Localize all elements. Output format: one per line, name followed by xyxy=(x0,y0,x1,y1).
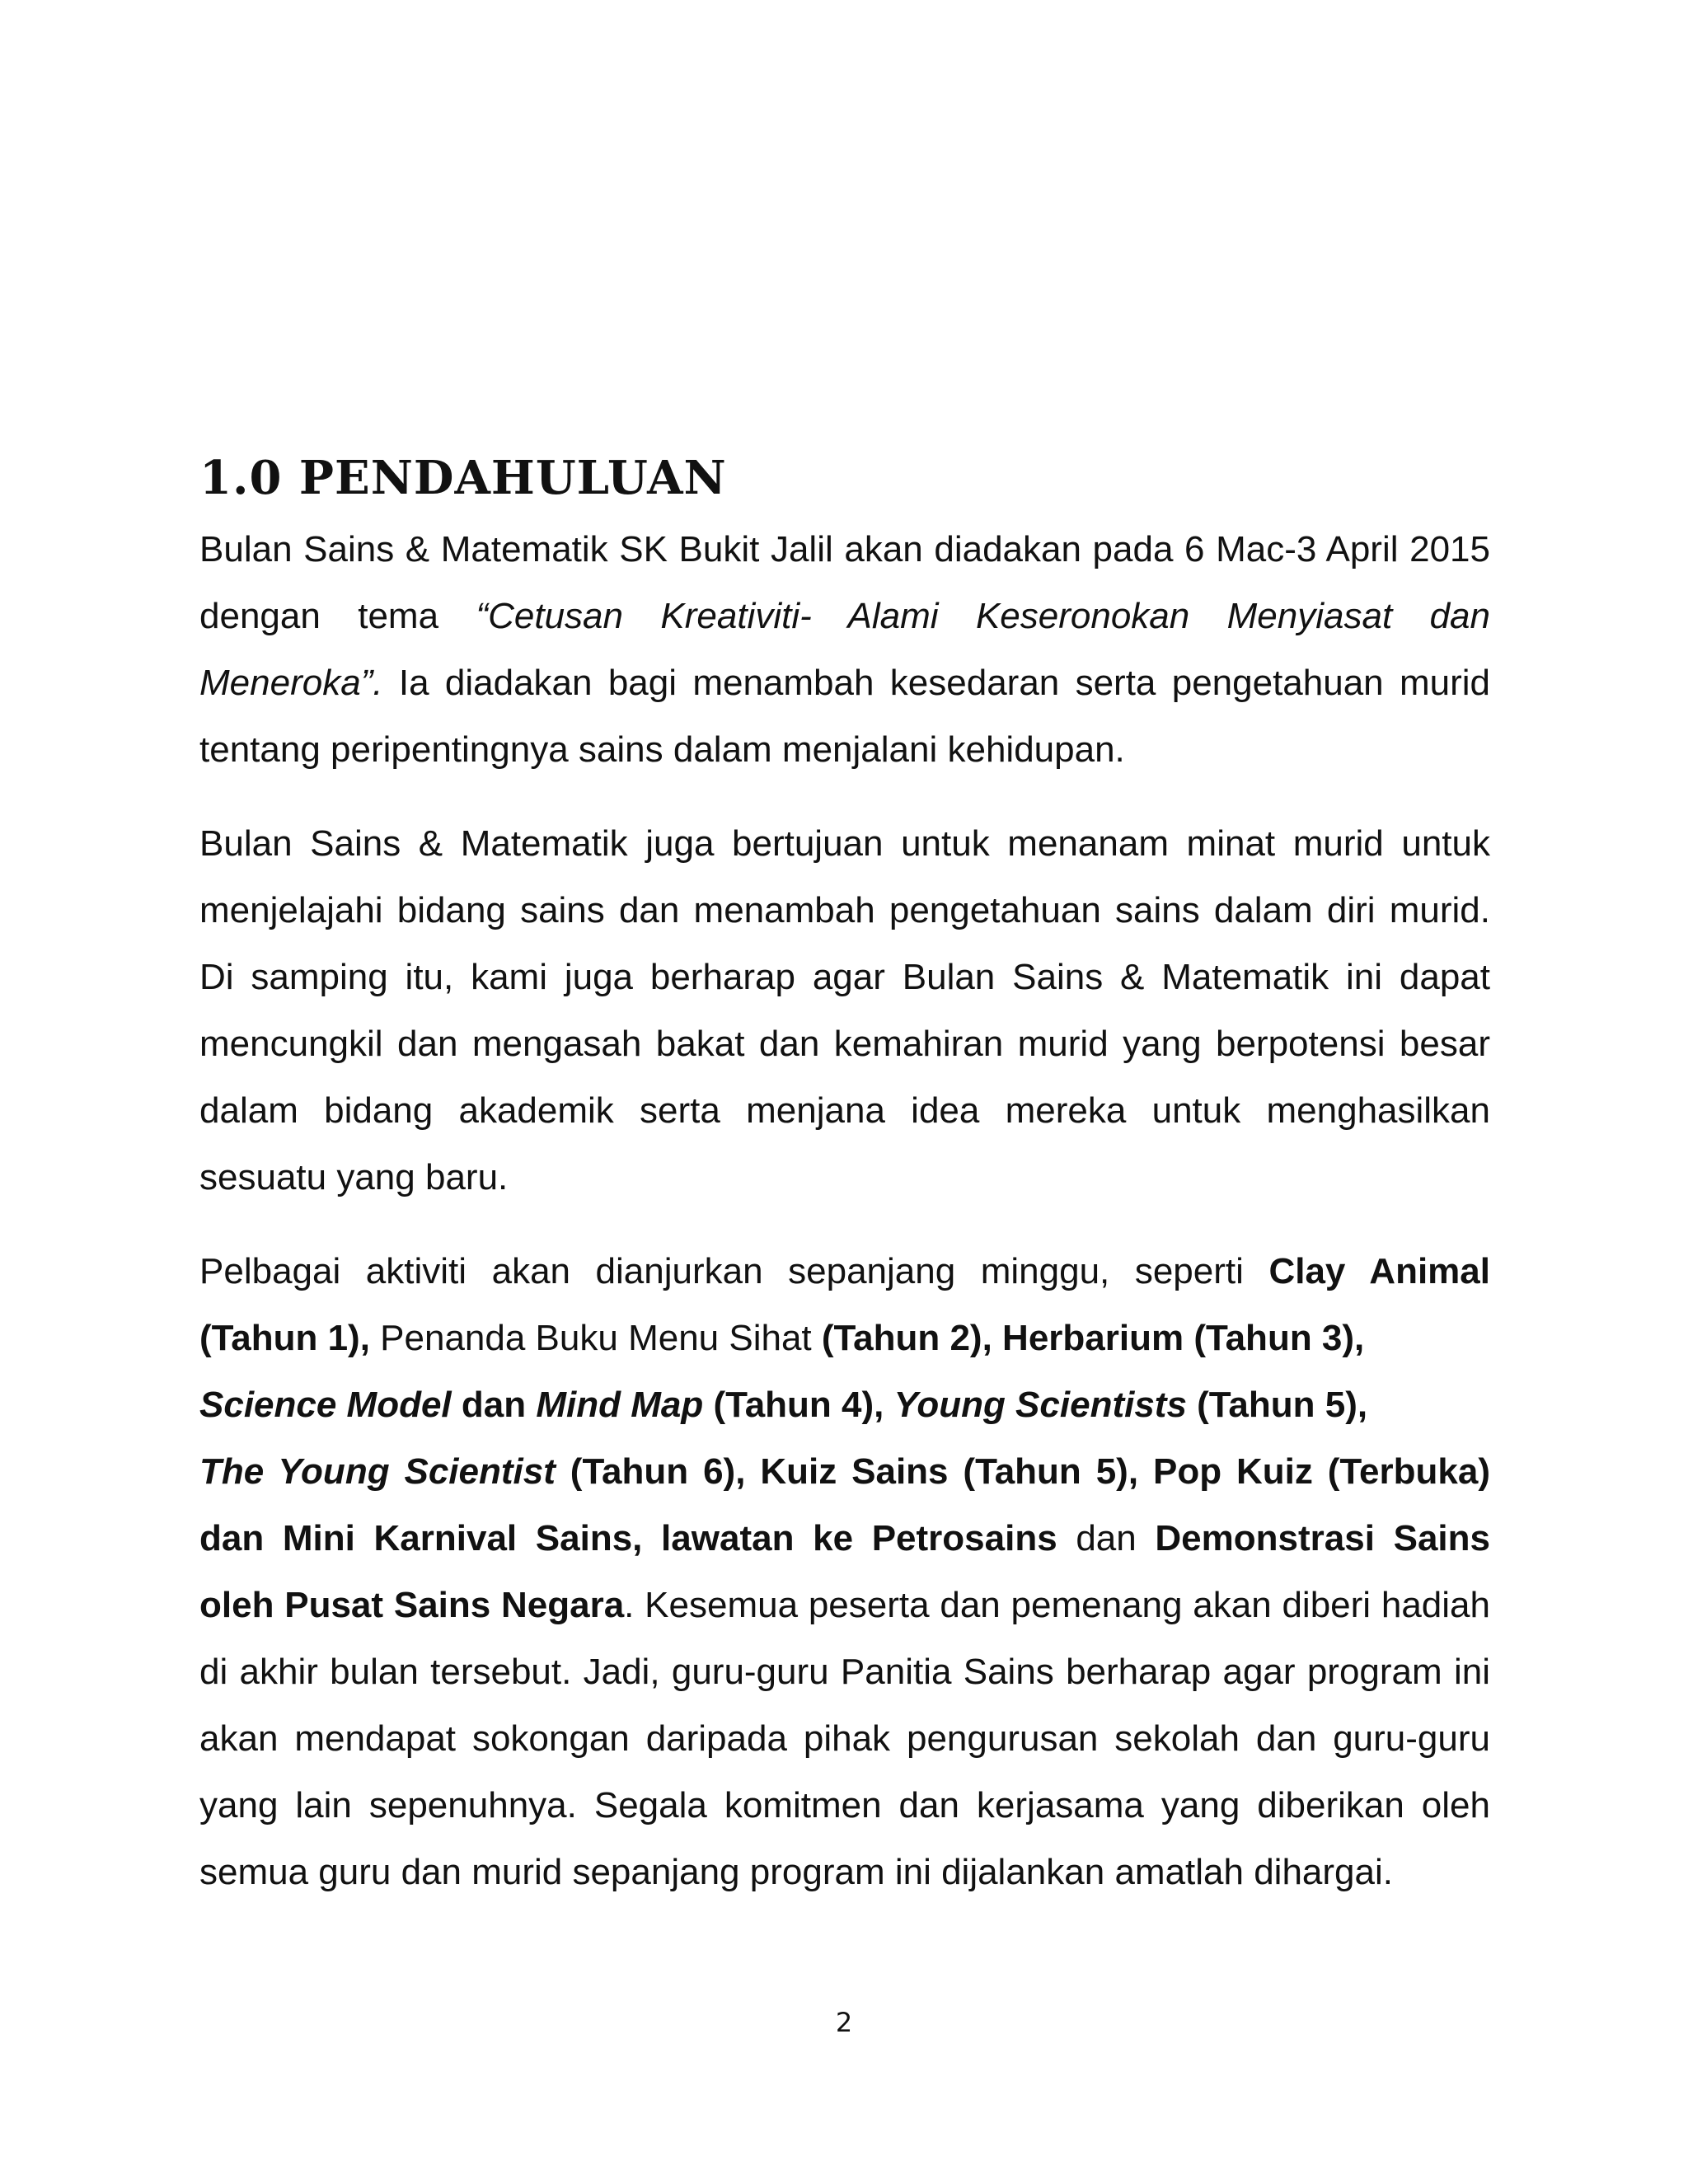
page-number: 2 xyxy=(835,2007,853,2038)
connector-dan: dan xyxy=(451,1385,537,1425)
activity-bookmark: Penanda Buku Menu Sihat xyxy=(369,1318,822,1358)
page-content xyxy=(199,445,1490,1905)
paragraph-activities xyxy=(199,1238,1490,1905)
intro-text: Bulan Sains & Matematik SK Bukit Jalil akan diadakan pada 6 Mac-3 April 2015 dengan tema xyxy=(199,529,1490,636)
activity-the-young-scientist: The Young Scientist xyxy=(199,1451,556,1492)
paragraph-introduction xyxy=(199,516,1490,783)
activity-year5-label: (Tahun 5), xyxy=(1186,1385,1368,1425)
activity-clay-animal: Clay Animal (Tahun 1), xyxy=(199,1251,1490,1358)
activities-intro: Pelbagai aktiviti akan dianjurkan sepanjang minggu, seperti xyxy=(199,1251,1269,1291)
intro-purpose-text: Ia diadakan bagi menambah kesedaran serta pengetahuan murid tentang peripentingnya sains dalam menjalani kehidupan. xyxy=(199,663,1490,770)
activity-year2-herbarium: (Tahun 2), Herbarium (Tahun 3), xyxy=(821,1318,1365,1358)
connector-dan-plain: dan xyxy=(1057,1518,1156,1558)
activities-closing-text: . Kesemua peserta dan pemenang akan diberi hadiah di akhir bulan tersebut. Jadi, guru-guru Panitia Sains berharap agar program ini akan mendapat sokongan daripada pihak pengurusan sekolah dan guru-guru yang lain sepenuhnya. Segala komitmen dan kerjasama yang diberikan oleh semua guru dan murid sepanjang program ini dijalankan amatlah dihargai. xyxy=(199,1585,1490,1892)
section-heading: 1.0 PENDAHULUAN xyxy=(199,451,727,505)
activity-demonstration: Demonstrasi Sains oleh Pusat Sains Negara xyxy=(199,1518,1490,1625)
event-theme: “Cetusan Kreativiti- Alami Keseronokan Menyiasat dan Meneroka”. xyxy=(199,596,1490,703)
activity-list-bold: (Tahun 6), Kuiz Sains (Tahun 5), Pop Kuiz (Terbuka) dan Mini Karnival Sains, lawatan ke Petrosains xyxy=(199,1451,1490,1558)
activity-science-model: Science Model xyxy=(199,1385,452,1425)
activity-mind-map: Mind Map xyxy=(536,1385,704,1425)
activity-year4-label: (Tahun 4), xyxy=(703,1385,894,1425)
paragraph-objectives: Bulan Sains & Matematik juga bertujuan untuk menanam minat murid untuk menjelajahi bidang sains dan menambah pengetahuan sains dalam diri murid. Di samping itu, kami juga berharap agar Bulan Sains & Matematik ini dapat mencungkil dan mengasah bakat dan kemahiran murid yang berpotensi besar dalam bidang akademik serta menjana idea mereka untuk menghasilkan sesuatu yang baru. xyxy=(199,823,1490,1197)
activity-young-scientists: Young Scientists xyxy=(893,1385,1187,1425)
